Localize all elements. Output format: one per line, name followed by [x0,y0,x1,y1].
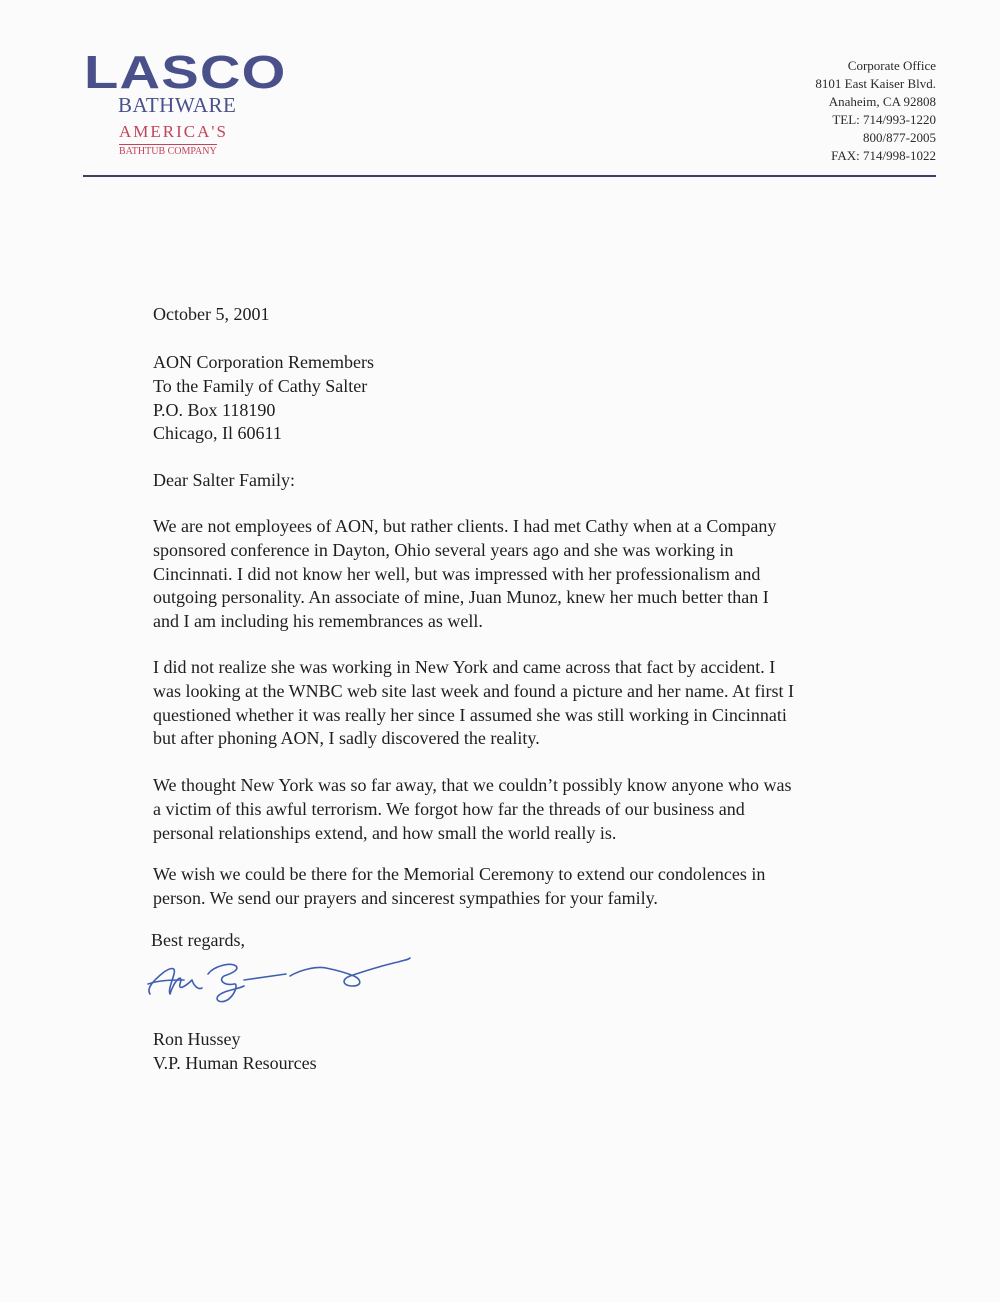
paragraph-line: sponsored conference in Dayton, Ohio several years ago and she was working in [153,539,734,560]
signer-title: V.P. Human Resources [153,1052,317,1073]
office-line: Anaheim, CA 92808 [828,94,936,109]
paragraph [153,863,765,911]
office-line: TEL: 714/993-1220 [832,112,936,127]
paragraph-line: and I am including his remembrances as well. [153,611,483,632]
paragraph-line: We are not employees of AON, but rather clients. I had met Cathy when at a Company [153,516,777,536]
closing: Best regards, [151,930,245,950]
salutation: Dear Salter Family: [153,470,295,490]
paragraph [153,656,794,751]
paragraph-line: I did not realize she was working in New York and came across that fact by accident. I [153,657,776,677]
paragraph [153,774,791,845]
recipient-address [153,351,374,446]
signature-strokes [148,958,410,1002]
office-line: Corporate Office [847,58,936,73]
letterhead-divider [83,175,936,177]
paragraph-line: was looking at the WNBC web site last week and found a picture and her name. At first I [153,680,795,701]
paragraph-line: outgoing personality. An associate of mine, Juan Munoz, knew her much better than I [153,587,769,608]
signer-block [153,1028,317,1076]
paragraph-line: person. We send our prayers and sincerest sympathies for your family. [153,887,658,908]
paragraph-line: but after phoning AON, I sadly discovered the reality. [153,728,540,749]
logo-americas: AMERICA'S [119,122,228,141]
logo-wordmark: LASCO [84,46,287,98]
office-line: 8101 East Kaiser Blvd. [815,76,936,91]
paragraph-line: Cincinnati. I did not know her well, but was impressed with her professionalism and [153,563,761,584]
recipient-line: AON Corporation Remembers [153,352,374,372]
paragraph [153,515,776,634]
recipient-line: To the Family of Cathy Salter [153,375,368,396]
logo-bathware: BATHWARE [118,93,237,117]
paragraph-line: We wish we could be there for the Memorial Ceremony to extend our condolences in [153,864,766,884]
signer-name: Ron Hussey [153,1029,241,1049]
paragraph-line: personal relationships extend, and how small the world really is. [153,822,617,843]
signature-image [140,950,430,1010]
company-logo [84,46,287,157]
paragraph-line: a victim of this awful terrorism. We forgot how far the threads of our business and [153,798,745,819]
logo-tagline: BATHTUB COMPANY [119,146,217,157]
paragraph-line: We thought New York was so far away, that we couldn’t possibly know anyone who was [153,775,792,795]
office-line: 800/877-2005 [863,130,936,145]
recipient-line: Chicago, Il 60611 [153,423,282,444]
letter-date: October 5, 2001 [153,304,270,324]
office-line: FAX: 714/998-1022 [831,148,936,163]
office-address [815,57,936,165]
recipient-line: P.O. Box 118190 [153,399,276,420]
paragraph-line: questioned whether it was really her since I assumed she was still working in Cincinnati [153,704,787,725]
